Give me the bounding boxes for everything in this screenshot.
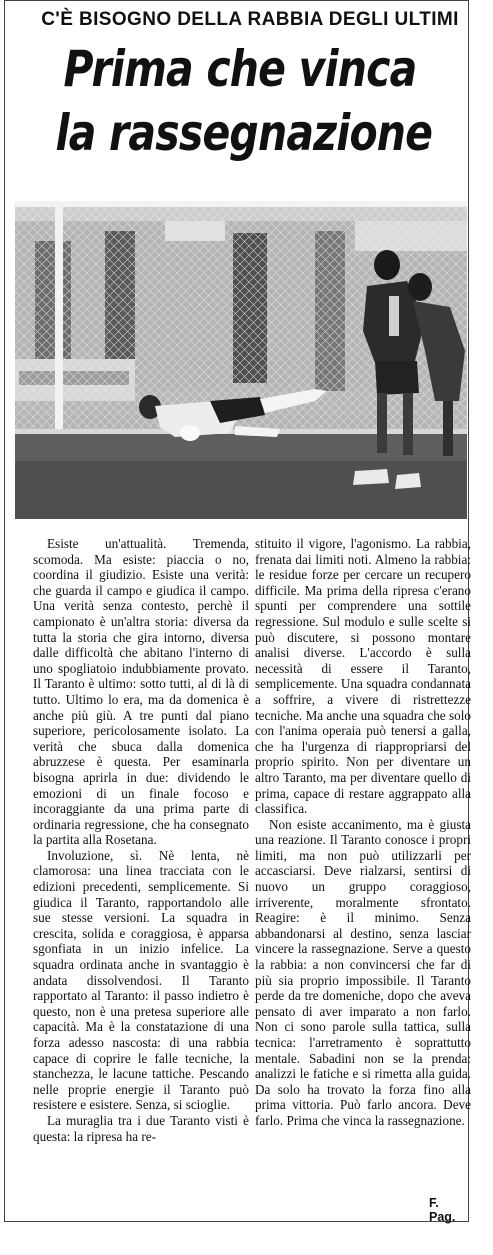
article-title-line-1: Prima che vinca [63,40,417,98]
match-photo [15,201,467,519]
article-column-1 [33,536,249,1211]
article-column-2 [255,536,471,1211]
column-1-paragraph-3: La muraglia tra i due Taranto visti è questa: la ripresa ha re- [33,1112,249,1144]
author-signature: F. Pag. [429,1196,456,1224]
column-2-paragraph-2: Non esiste accanimento, ma è giusta una reazione. Il Taranto conosce i propri limiti, ma non può utilizzarli per accasciarsi. Deve rialzarsi, sentirsi di nuovo un gruppo coraggioso, irriverente, moralmente sfrontato. Reagire: è il minimo. Senza abbandonarsi al destino, senza lasciar vincere la rassegnazione. Serve a questo la rabbia: a non convincersi che far di più sia proprio impossibile. Il Taranto perde da tre domeniche, dopo che aveva pensato di aver imparato a non farlo. Non ci sono parole sulla tattica, sulla tecnica: l'arretramento è soprattutto mentale. Sabadini non se la prenda: analizzi le fatiche e si rimetta alla guida. Da solo ha trovato la forza fino alla prima vittoria. Può farlo ancora. Deve farlo. Prima che vinca la rassegnazione. [255,816,471,1128]
column-1-paragraph-2: Involuzione, sì. Nè lenta, nè clamorosa: una linea tracciata con le edizioni precedenti, semplicemente. Si giudica il Taranto, rapportandolo alle sue stesse versioni. La squadra in crescita, solida e coraggiosa, è apparsa sgonfiata in un inizio infelice. La squadra ordinata anche in svantaggio è andata dissolvendosi. Il Taranto rapportato al Taranto: il passo indietro è questo, non è una pretesa superiore alle capacità. Ma è la constatazione di una forza adesso nascosta: di una rabbia capace di coprire le falle tecniche, la stanchezza, le lacune tattiche. Pescando nelle proprie energie il Taranto può resistere e esistere. Senza, si scioglie. [33,847,249,1113]
article-kicker: C'È BISOGNO DELLA RABBIA DEGLI ULTIMI [41,9,459,30]
newspaper-clipping [4,0,469,1222]
article-title-line-2: la rassegnazione [55,104,433,162]
column-2-paragraph-1: stituito il vigore, l'agonismo. La rabbia, frenata dai limiti noti. Almeno la rabbia: le residue forze per cercare un recupero difficile. Ma prima della ripresa c'erano spunti per comprendere una sottile regressione. Sul modulo e sulle scelte si può discutere, si possono montare analisi diverse. L'accordo è sulla necessità di essere il Taranto, semplicemente. Una squadra condannata a soffrire, a vivere di ristrettezze tecniche. Ma anche una squadra che solo con l'anima operaia può tenersi a galla, che ha l'urgenza di riappropriarsi del proprio spirito. Non per diventare un altro Taranto, ma per diventare quello di prima, capace di restare aggrappato alla classifica. [255,536,471,817]
column-1-paragraph-1: Esiste un'attualità. Tremenda, scomoda. Ma esiste: piaccia o no, coordina il giudizio. Esiste una verità: che guarda il campo e giudica il campo. Una verità senza contesto, perchè il campionato è un'altra storia: diversa da tutta la storia che gira intorno, diversa dalle difficoltà che abitano l'interno di uno spogliatoio indubbiamente provato. Il Taranto è ultimo: sotto tutti, al di là di tutto. Ultimo lo era, ma da domenica è anche più giù. A tre punti dal piano superiore, pericolosamente isolato. La verità che sbuca dalla domenica abruzzese è questa. Per esaminarla bisogna aprirla in due: dividendo le emozioni di un finale focoso e incoraggiante da una prima parte di ordinaria regressione, che ha consegnato la partita alla Rosetana. [33,536,249,848]
